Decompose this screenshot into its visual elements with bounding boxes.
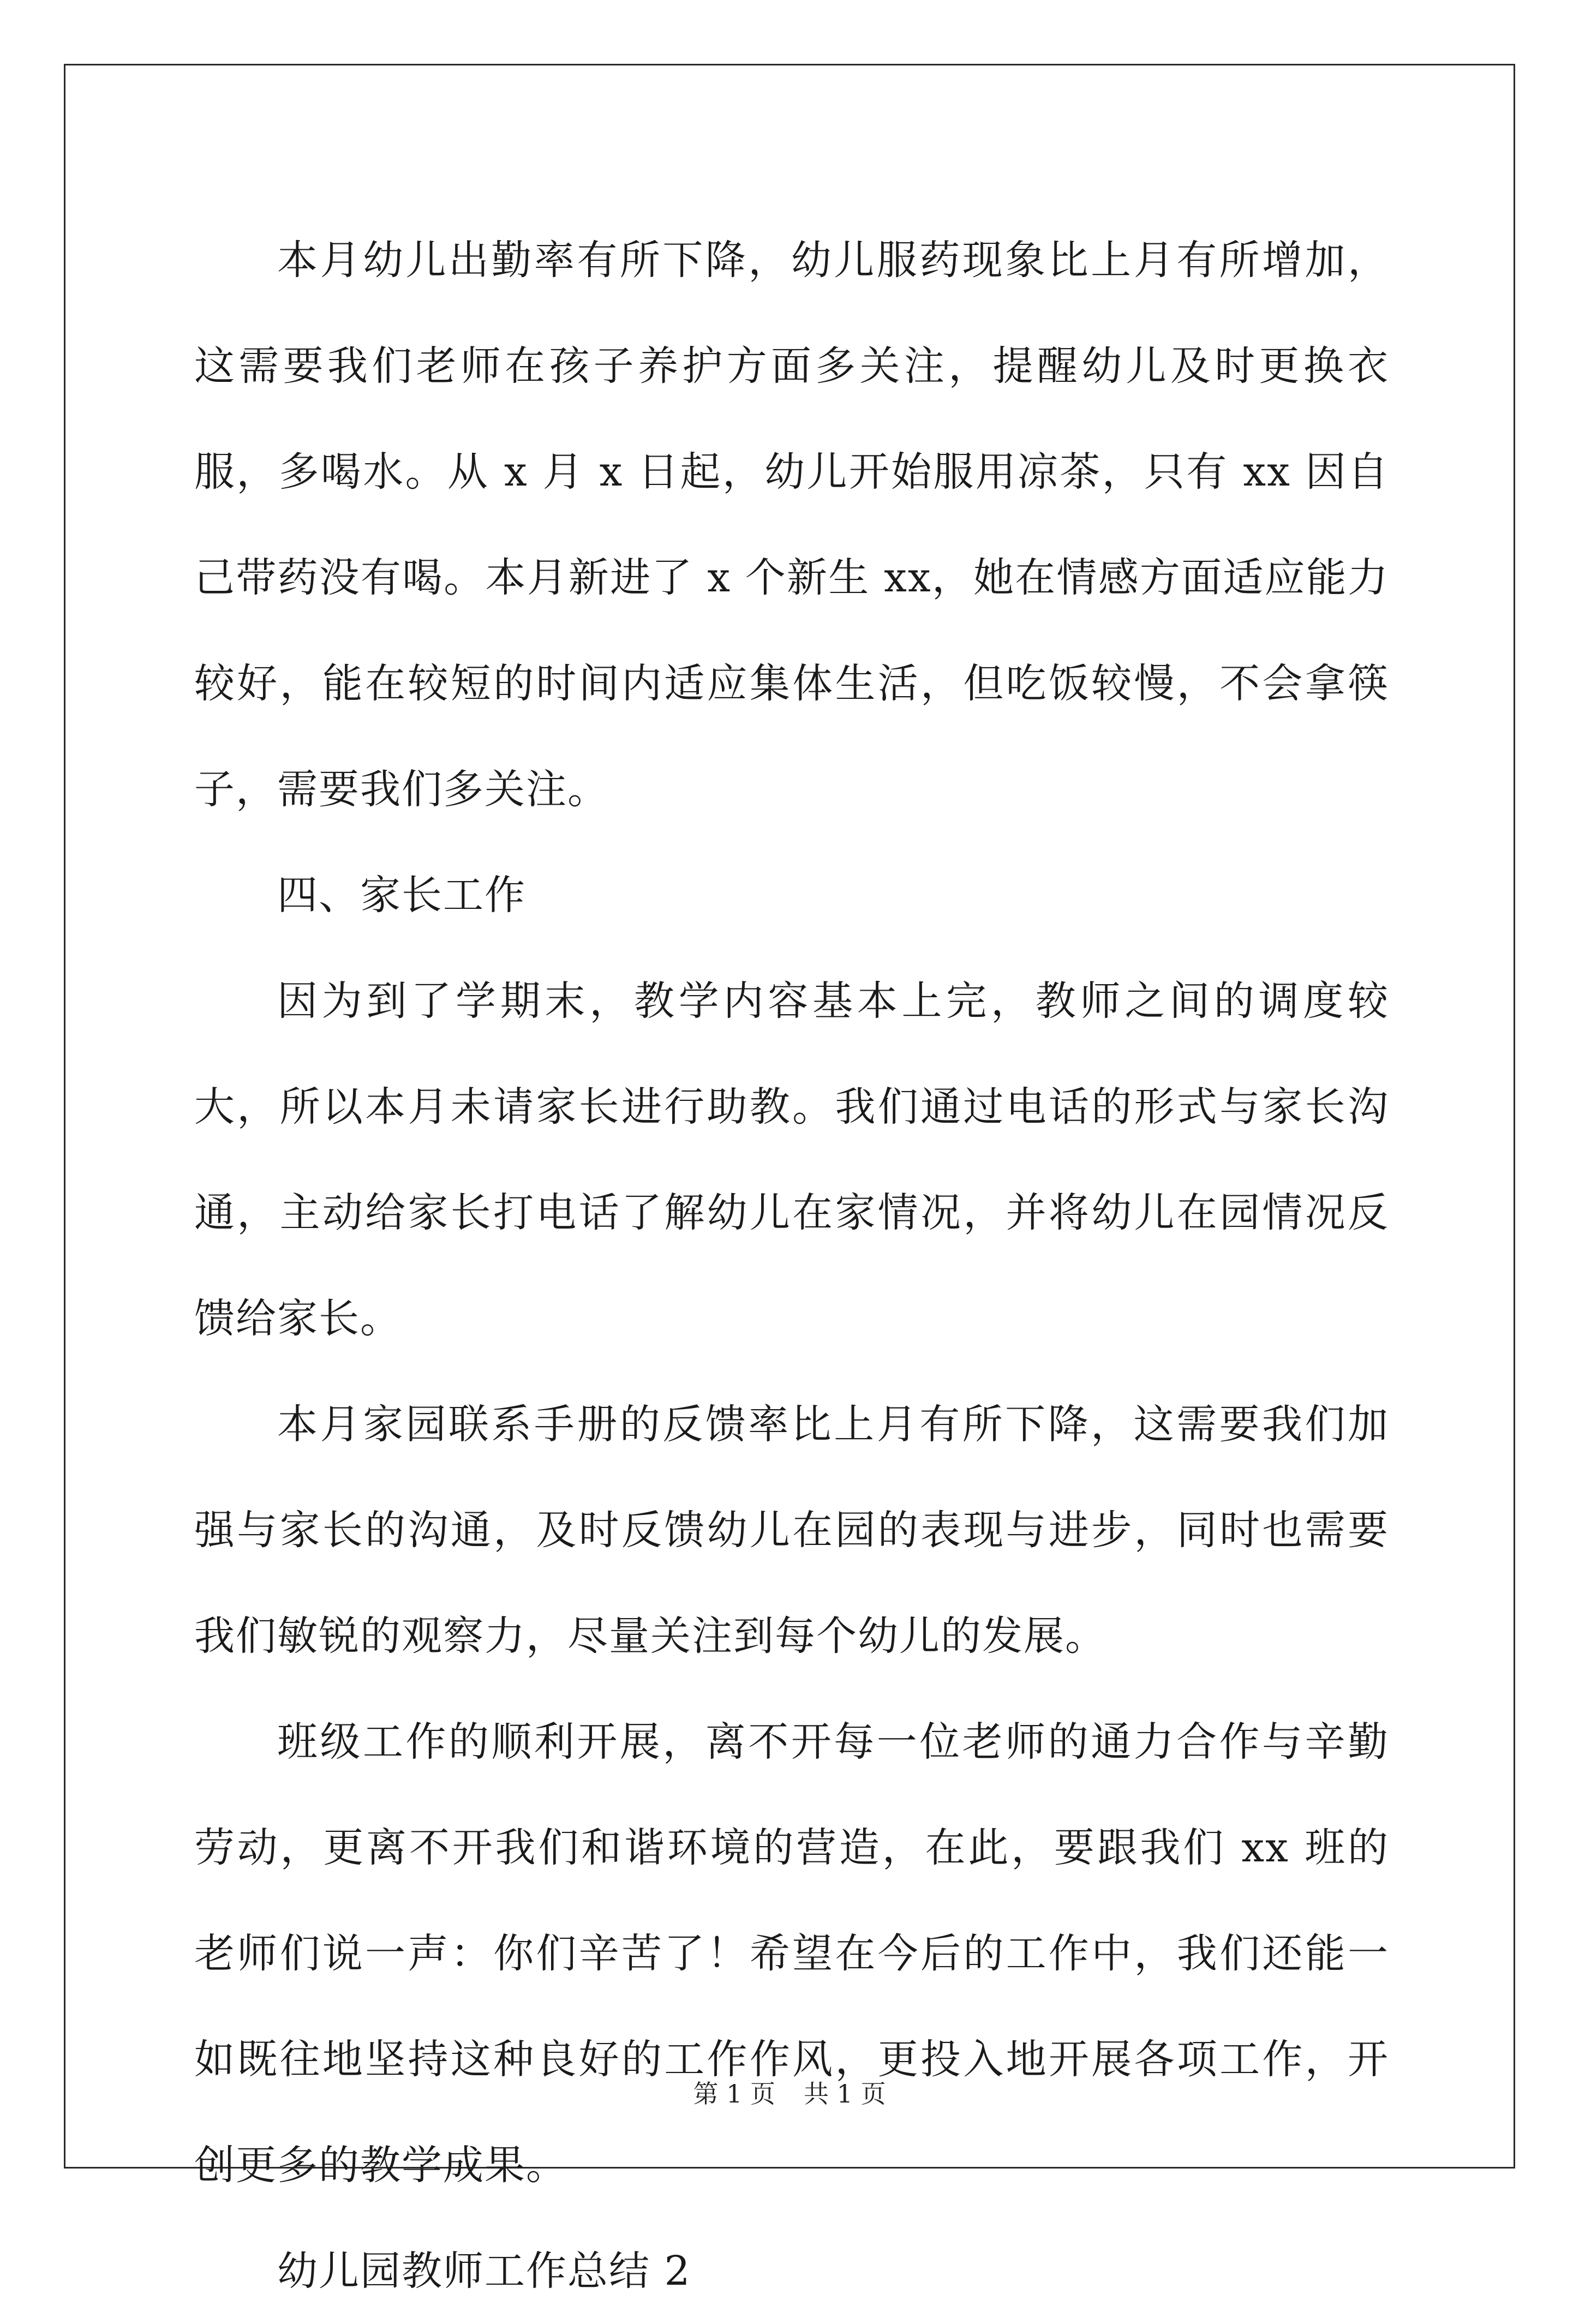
paragraph-attendance: 本月幼儿出勤率有所下降，幼儿服药现象比上月有所增加，这需要我们老师在孩子养护方面多关注，提醒幼儿及时更换衣服，多喝水。从 x 月 x 日起，幼儿开始服用凉茶，只有 xx 因自己带药没有喝。本月新进了 x 个新生 xx，她在情感方面适应能力较好，能在较短的时间内适应集体生活，但吃饭较慢，不会拿筷子，需要我们多关注。 [194,237,1389,813]
page-footer [0,2077,1579,2110]
paragraph-contact-handbook: 本月家园联系手册的反馈率比上月有所下降，这需要我们加强与家长的沟通，及时反馈幼儿在园的表现与进步，同时也需要我们敏锐的观察力，尽量关注到每个幼儿的发展。 [194,1401,1389,1660]
paragraph-thanks: 班级工作的顺利开展，离不开每一位老师的通力合作与辛勤劳动，更离不开我们和谐环境的营造，在此，要跟我们 xx 班的老师们说一声：你们辛苦了！希望在今后的工作中，我们还能一如既往地坚持这种良好的工作作风，更投入地开展各项工作，开创更多的教学成果。 [194,1718,1389,2189]
page-number-current: 第 1 页 [693,2079,775,2109]
page-number-total: 共 1 页 [804,2079,886,2109]
paragraph-parent-communication: 因为到了学期末，教学内容基本上完，教师之间的调度较大，所以本月未请家长进行助教。我们通过电话的形式与家长沟通，主动给家长打电话了解幼儿在家情况，并将幼儿在园情况反馈给家长。 [194,978,1389,1342]
section-heading-parent-work: 四、家长工作 [277,872,526,919]
next-section-title: 幼儿园教师工作总结 2 [277,2248,691,2295]
document-body [194,207,1389,2324]
